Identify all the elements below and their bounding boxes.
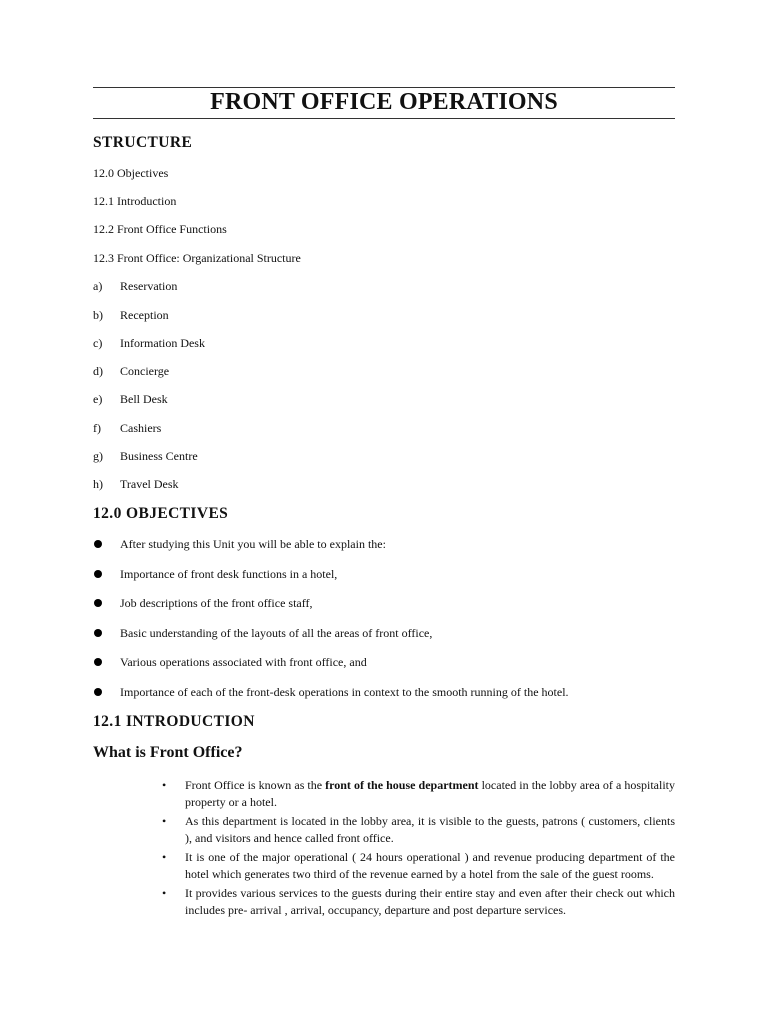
introduction-item: • As this department is located in the lobby area, it is visible to the guests, patrons ( customers, clients ), and visitors and hence called front office. — [162, 814, 675, 845]
structure-heading: STRUCTURE — [93, 134, 193, 151]
bullet-icon — [94, 570, 102, 578]
toc-item: 12.2 Front Office Functions — [93, 222, 227, 236]
bullet-icon — [94, 688, 102, 696]
bullet-icon — [94, 540, 102, 548]
introduction-heading: 12.1 INTRODUCTION — [93, 713, 255, 730]
toc-item: 12.3 Front Office: Organizational Structure — [93, 251, 301, 265]
bullet-icon: • — [162, 778, 167, 792]
bullet-icon: • — [162, 886, 167, 900]
bullet-icon — [94, 658, 102, 666]
bullet-icon: • — [162, 814, 167, 828]
document-page: FRONT OFFICE OPERATIONS STRUCTURE 12.0 Objectives 12.1 Introduction 12.2 Front Office Functions 12.3 Front Office: Organizational Structure a) Reservation b) Reception c) Information Desk d) Concierge e) Bell Desk f) Cashiers g) Business Centre h) Travel Desk 12.0 OBJECTIVES After studying this Unit you will be able to explain the: Importance of front desk functions in a hotel, Job descriptions of the front office staff, Basic understanding of the layouts of all the areas of front office, Various operations associated with front office, and Importance of each of the front-desk operations in context to the smooth running of the hotel. 12.1 INTRODUCTION What is Front Office? • Front Office is known as the front of the house department located in the lobby area of a hospitality property or a hotel. • As this department is located in the lobby area, it is visible to the guests, patrons ( customers, clients ), and visitors and hence called front office. • It is one of the major operational ( 24 hours operational ) and revenue producing department of the hotel which generates two third of the revenue earned by a hotel from the sale of the guest rooms. • It provides various services to the guests during their entire stay and even after their check out which includes pre- arrival , arrival, occupancy, departure and post departure services. — [0, 0, 768, 1024]
introduction-list — [160, 777, 675, 921]
title-rule — [93, 118, 675, 119]
introduction-item: • It is one of the major operational ( 24 hours operational ) and revenue producing department of the hotel which generates two third of the revenue earned by a hotel from the sale of the guest rooms. — [162, 850, 675, 881]
bullet-icon — [94, 629, 102, 637]
page-title: FRONT OFFICE OPERATIONS — [210, 89, 558, 115]
introduction-item: • It provides various services to the guests during their entire stay and even after their check out which includes pre- arrival , arrival, occupancy, departure and post departure services. — [162, 886, 675, 917]
bullet-icon: • — [162, 850, 167, 864]
toc-item: 12.0 Objectives — [93, 166, 169, 180]
introduction-subheading: What is Front Office? — [93, 744, 243, 761]
objectives-heading: 12.0 OBJECTIVES — [93, 505, 229, 522]
bullet-icon — [94, 599, 102, 607]
toc-item: 12.1 Introduction — [93, 194, 177, 208]
introduction-item: • Front Office is known as the front of the house department located in the lobby area of a hospitality property or a hotel. — [162, 778, 675, 809]
